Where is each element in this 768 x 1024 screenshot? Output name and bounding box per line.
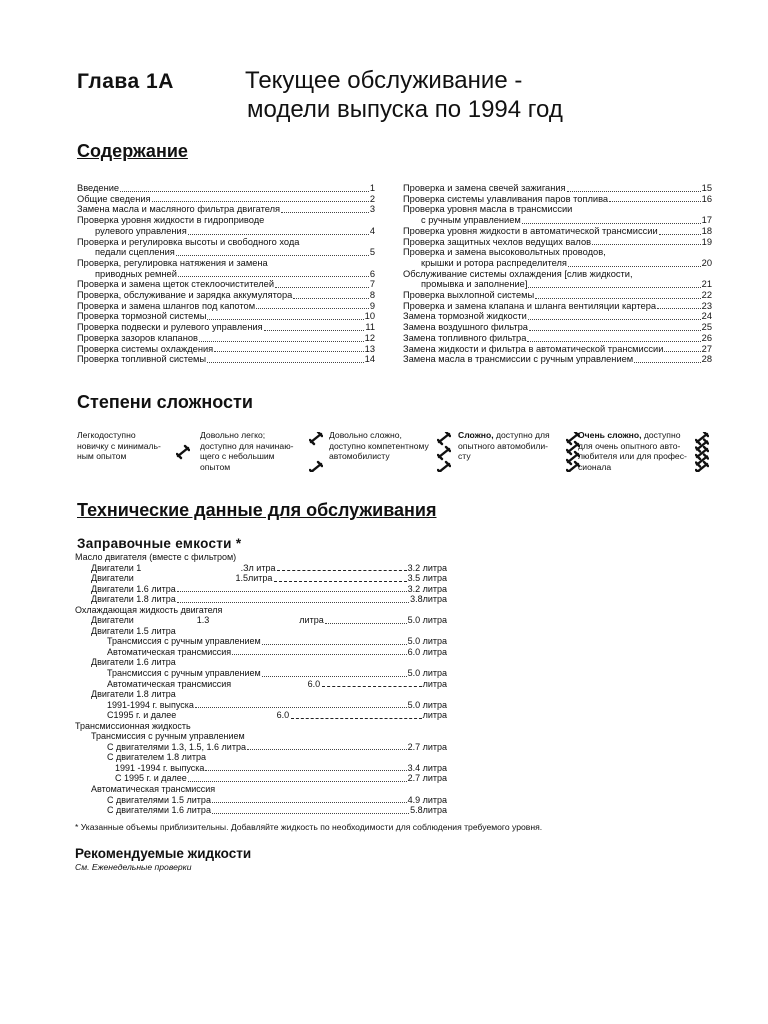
difficulty-text: доступно для начинаю- <box>200 440 294 451</box>
spec-row <box>75 657 447 668</box>
difficulty-text-line <box>77 430 177 441</box>
toc-entry-title: Проверка и замена щеток стеклоочистителей <box>77 279 275 290</box>
spec-leader <box>177 591 407 592</box>
capacity-note: * Указанные объемы приблизительны. Добавляйте жидкость по необходимости для соблюдения требуемого уровня. <box>75 822 543 832</box>
toc-entry <box>77 322 375 333</box>
spec-label: Охлаждающая жидкость двигателя <box>75 604 223 615</box>
toc-entry-title: Проверка и регулировка высоты и свободного хода <box>77 236 300 247</box>
difficulty-text-line <box>200 462 308 473</box>
spec-leader <box>212 802 407 803</box>
difficulty-level-2 <box>200 430 308 472</box>
toc-entry-title: педали сцепления <box>95 247 175 258</box>
toc-entry-title: Проверка зазоров клапанов <box>77 332 198 343</box>
toc-entry-page: 11 <box>365 322 375 333</box>
difficulty-text: опытного автомобили- <box>458 440 549 451</box>
toc-entry-title: Замена топливного фильтра <box>403 332 527 343</box>
wrench-icon <box>309 432 323 472</box>
spec-leader <box>188 781 407 782</box>
toc-entry <box>77 333 375 344</box>
toc-entry <box>403 226 712 237</box>
toc-entry-title: Проверка уровня масла в трансмиссии <box>403 204 573 215</box>
spec-row <box>75 647 447 658</box>
fill-capacities-heading: Заправочные емкости * <box>77 536 242 551</box>
toc-leader-dots <box>657 308 701 309</box>
toc-leader-dots <box>188 234 369 235</box>
spec-value: 2.7 литра <box>407 741 447 752</box>
spec-label: Двигатели <box>91 615 134 626</box>
toc-entry <box>403 194 712 205</box>
chapter-title-line2: модели выпуска по 1994 год <box>247 96 563 123</box>
toc-entry-title: Общие сведения <box>77 193 151 204</box>
spec-leader <box>262 676 407 677</box>
toc-entry <box>77 344 375 355</box>
difficulty-text: любителя или для профес- <box>578 451 687 461</box>
toc-entry-title: промывка и заполнение] <box>421 279 528 290</box>
toc-entry-page: 7 <box>369 279 375 290</box>
toc-leader-dots <box>264 330 365 331</box>
toc-entry-page: 25 <box>701 322 712 333</box>
spec-label: С 1995 г. и далее <box>115 773 187 784</box>
spec-label: 1991 -1994 г. выпуска <box>115 762 205 773</box>
spec-leader <box>212 813 409 814</box>
toc-entry <box>77 237 375 248</box>
toc-entry-page: 28 <box>701 354 712 365</box>
toc-entry-page: 8 <box>369 290 375 301</box>
difficulty-text: автомобилисту <box>329 451 390 461</box>
difficulty-text: Легкодоступно <box>77 430 136 440</box>
toc-entry-page: 19 <box>701 236 712 247</box>
spec-label: Двигатели 1.8 литра <box>91 594 176 605</box>
toc-entry <box>403 333 712 344</box>
toc-entry-title: Проверка подвески и рулевого управления <box>77 322 263 333</box>
spec-label: Автоматическая трансмиссия <box>91 784 216 795</box>
toc-entry <box>77 226 375 237</box>
toc-entry <box>403 258 712 269</box>
toc-leader-dots <box>275 287 369 288</box>
difficulty-text-line <box>329 430 439 441</box>
toc-entry <box>403 279 712 290</box>
difficulty-level-4 <box>458 430 566 462</box>
toc-leader-dots <box>664 351 700 352</box>
toc-entry-page: 20 <box>701 257 712 268</box>
spec-label: Трансмиссия с ручным управлением <box>107 636 261 647</box>
toc-entry-title: Проверка и замена клапана и шланга вентиляции картера <box>403 300 657 311</box>
toc-entry-title: Проверка тормозной системы <box>77 311 207 322</box>
spec-label: Двигатели 1.8 литра <box>91 689 176 700</box>
toc-leader-dots <box>659 234 701 235</box>
spec-label: Трансмиссия с ручным управлением <box>107 668 261 679</box>
spec-row <box>75 573 447 584</box>
toc-right-column <box>403 183 712 365</box>
spec-value: литра <box>422 678 447 689</box>
spec-label: С1995 г. и далее <box>107 710 177 721</box>
toc-leader-dots <box>592 244 701 245</box>
spec-label: Двигатели <box>91 573 134 584</box>
spec-row <box>75 763 447 774</box>
toc-leader-dots <box>214 351 363 352</box>
toc-entry-page: 21 <box>701 279 712 290</box>
difficulty-text-line <box>578 430 698 441</box>
spec-label: Двигатели 1.6 литра <box>91 657 176 668</box>
spec-mid: .Зл итра <box>240 562 276 573</box>
spec-row <box>75 689 447 700</box>
toc-entry-title: Замена тормозной жидкости <box>403 311 527 322</box>
spec-value: литра <box>422 710 447 721</box>
toc-entry-page: 4 <box>369 225 375 236</box>
spec-value: 5.0 литра <box>407 699 447 710</box>
toc-leader-dots <box>293 298 369 299</box>
contents-heading: Содержание <box>77 141 188 161</box>
spec-label: С двигателем 1.8 литра <box>107 752 207 763</box>
recommended-fluids-ref: См. Еженедельные проверки <box>75 862 192 872</box>
spec-row <box>75 795 447 806</box>
difficulty-text-line <box>200 430 308 441</box>
toc-entry <box>403 354 712 365</box>
spec-mid2: литра <box>299 615 324 626</box>
spec-value: 6.0 литра <box>407 646 447 657</box>
toc-entry-title: Проверка системы охлаждения <box>77 343 214 354</box>
wrench-icon <box>437 432 451 472</box>
spec-row <box>75 742 447 753</box>
toc-leader-dots <box>207 362 364 363</box>
spec-row <box>75 605 447 616</box>
spec-row <box>75 668 447 679</box>
difficulty-text-line <box>77 441 177 452</box>
difficulty-text-line <box>458 430 566 441</box>
spec-leader <box>205 770 406 771</box>
spec-row <box>75 552 447 563</box>
toc-entry <box>403 247 712 258</box>
spec-value: 5.8литра <box>410 805 447 816</box>
spec-value: 2.7 литра <box>407 773 447 784</box>
toc-entry-page: 18 <box>701 225 712 236</box>
toc-entry-page: 13 <box>364 343 375 354</box>
spec-row <box>75 721 447 732</box>
toc-entry-page: 5 <box>369 247 375 258</box>
toc-entry <box>403 204 712 215</box>
spec-value: 5.0 литра <box>407 615 447 626</box>
difficulty-text: опытом <box>200 461 231 472</box>
toc-entry-title: Замена жидкости и фильтра в автоматической трансмиссии <box>403 343 664 354</box>
spec-leader <box>291 718 421 719</box>
toc-entry <box>403 301 712 312</box>
difficulty-bold-label: Сложно, <box>458 430 494 440</box>
toc-entry-title: Замена масла и масляного фильтра двигателя <box>77 204 281 215</box>
toc-leader-dots <box>178 276 369 277</box>
spec-label: С двигателями 1.6 литра <box>107 805 211 816</box>
toc-leader-dots <box>256 308 369 309</box>
toc-entry-page: 23 <box>701 300 712 311</box>
toc-entry <box>403 290 712 301</box>
toc-entry <box>403 237 712 248</box>
toc-leader-dots <box>528 319 701 320</box>
toc-entry-title: крышки и ротора распределителя <box>421 257 567 268</box>
toc-entry-page: 22 <box>701 290 712 301</box>
difficulty-text: доступно для <box>493 430 550 440</box>
spec-row <box>75 710 447 721</box>
toc-leader-dots <box>529 330 701 331</box>
spec-label: Автоматическая трансмиссия <box>107 646 232 657</box>
toc-entry-title: Замена масла в трансмиссии с ручным управлением <box>403 354 634 365</box>
toc-leader-dots <box>527 341 700 342</box>
difficulty-text-line <box>458 451 566 462</box>
difficulty-text-line <box>329 451 439 462</box>
difficulty-text: щего с небольшим <box>200 451 275 461</box>
toc-entry <box>77 354 375 365</box>
toc-entry-title: приводных ремней <box>95 268 177 279</box>
spec-row <box>75 615 447 626</box>
toc-entry-title: Введение <box>77 183 120 193</box>
toc-entry-title: Проверка уровня жидкости в автоматической трансмиссии <box>403 225 658 236</box>
spec-value: 5.0 литра <box>407 668 447 679</box>
fill-capacities-table <box>75 552 447 816</box>
difficulty-text: доступно <box>641 430 681 440</box>
spec-row <box>75 805 447 816</box>
spec-leader <box>274 581 406 582</box>
spec-label: С двигателями 1.3, 1.5, 1.6 литра <box>107 741 246 752</box>
toc-leader-dots <box>176 255 369 256</box>
difficulty-bold-label: Очень сложно, <box>578 430 642 440</box>
toc-entry <box>77 247 375 258</box>
toc-leader-dots <box>567 191 701 192</box>
toc-entry <box>77 215 375 226</box>
difficulty-text: сту <box>458 451 471 461</box>
toc-entry <box>77 194 375 205</box>
chapter-title <box>245 66 563 124</box>
spec-leader <box>177 602 409 603</box>
spec-leader <box>277 570 406 571</box>
spec-label: 1991-1994 г. выпуска <box>107 699 194 710</box>
spec-row <box>75 731 447 742</box>
spec-label: Двигатели 1.5 литра <box>91 625 176 636</box>
spec-value: 3.5 литра <box>407 573 447 584</box>
difficulty-text-line <box>578 441 698 452</box>
toc-entry-page: 10 <box>364 311 375 322</box>
toc-entry-page: 15 <box>701 183 712 193</box>
toc-leader-dots <box>281 212 369 213</box>
spec-row <box>75 563 447 574</box>
toc-entry <box>403 269 712 280</box>
spec-leader <box>325 623 407 624</box>
spec-leader <box>262 644 407 645</box>
difficulty-text: ным опытом <box>77 451 127 461</box>
chapter-number: Глава 1А <box>77 70 174 93</box>
toc-entry-title: Проверка, обслуживание и зарядка аккумулятора <box>77 290 293 301</box>
toc-entry-page: 9 <box>369 300 375 311</box>
difficulty-level-5 <box>578 430 698 472</box>
wrench-icon <box>695 432 709 472</box>
spec-label: Двигатели 1.6 литра <box>91 583 176 594</box>
spec-mid: 6.0 <box>276 710 290 721</box>
toc-entry-page: 14 <box>364 354 375 365</box>
spec-label: С двигателями 1.5 литра <box>107 794 211 805</box>
toc-entry-page: 3 <box>369 204 375 215</box>
toc-left-column <box>77 183 375 365</box>
toc-leader-dots <box>535 298 700 299</box>
difficulty-level-1 <box>77 430 177 462</box>
toc-leader-dots <box>199 341 364 342</box>
spec-label: Трансмиссия с ручным управлением <box>91 731 245 742</box>
spec-row <box>75 584 447 595</box>
toc-entry-page: 17 <box>701 215 712 226</box>
difficulty-text-line <box>578 462 698 473</box>
toc-entry-title: Проверка и замена свечей зажигания <box>403 183 566 193</box>
spec-value: 3.8литра <box>410 594 447 605</box>
spec-row <box>75 773 447 784</box>
difficulty-text: для очень опытного авто- <box>578 440 681 451</box>
spec-leader <box>195 707 407 708</box>
difficulty-level-3 <box>329 430 439 462</box>
toc-entry-title: Проверка защитных чехлов ведущих валов <box>403 236 592 247</box>
spec-leader <box>322 686 421 687</box>
spec-mid: 1.5литра <box>235 573 273 584</box>
toc-leader-dots <box>528 287 700 288</box>
difficulty-text: новичку с минималь- <box>77 440 161 451</box>
toc-entry-title: Проверка, регулировка натяжения и замена <box>77 257 268 268</box>
chapter-title-line1: Текущее обслуживание - <box>245 67 523 94</box>
spec-value: 3.2 литра <box>407 562 447 573</box>
toc-leader-dots <box>120 191 369 192</box>
tech-data-heading: Технические данные для обслуживания <box>77 500 437 520</box>
toc-entry-page: 12 <box>364 332 375 343</box>
toc-leader-dots <box>609 201 701 202</box>
toc-leader-dots <box>207 319 363 320</box>
toc-entry-page: 16 <box>701 193 712 204</box>
spec-row <box>75 784 447 795</box>
spec-leader <box>247 749 407 750</box>
spec-row <box>75 636 447 647</box>
recommended-fluids-heading: Рекомендуемые жидкости <box>75 846 252 861</box>
toc-entry <box>77 279 375 290</box>
toc-entry <box>403 215 712 226</box>
spec-value: 4.9 литра <box>407 794 447 805</box>
toc-entry <box>77 269 375 280</box>
toc-entry-page: 26 <box>701 332 712 343</box>
spec-row <box>75 594 447 605</box>
toc-entry <box>403 344 712 355</box>
toc-entry-title: Проверка системы улавливания паров топлива <box>403 193 609 204</box>
spec-value: 5.0 литра <box>407 636 447 647</box>
toc-entry-page: 6 <box>369 268 375 279</box>
difficulty-text-line <box>200 441 308 452</box>
toc-entry-title: Обслуживание системы охлаждения [слив жидкости, <box>403 268 633 279</box>
spec-label: Масло двигателя (вместе с фильтром) <box>75 552 237 562</box>
wrench-icon <box>176 432 190 472</box>
toc-leader-dots <box>522 223 701 224</box>
toc-entry-title: Проверка топливной системы <box>77 354 207 365</box>
toc-entry-title: Проверка и замена высоковольтных проводов, <box>403 247 606 258</box>
difficulty-text: Довольно легко; <box>200 430 266 440</box>
spec-row <box>75 626 447 637</box>
spec-label: Автоматическая трансмиссия <box>107 678 232 689</box>
toc-leader-dots <box>634 362 700 363</box>
spec-mid: 6.0 <box>307 678 321 689</box>
spec-value: 3.4 литра <box>407 762 447 773</box>
toc-entry-title: с ручным управлением <box>421 215 521 226</box>
toc-leader-dots <box>568 266 701 267</box>
spec-value: 3.2 литра <box>407 583 447 594</box>
toc-entry <box>403 183 712 194</box>
spec-mid: 1.3 <box>196 615 210 626</box>
difficulty-heading: Степени сложности <box>77 392 253 412</box>
toc-entry <box>403 311 712 322</box>
toc-entry <box>77 204 375 215</box>
spec-row <box>75 700 447 711</box>
difficulty-text: Довольно сложно, <box>329 430 402 440</box>
toc-entry <box>77 258 375 269</box>
toc-entry-title: Проверка и замена шлангов под капотом <box>77 300 256 311</box>
toc-entry <box>77 301 375 312</box>
toc-entry <box>77 311 375 322</box>
spec-label: Двигатели 1 <box>91 562 142 573</box>
difficulty-text-line <box>329 441 439 452</box>
toc-entry-title: рулевого управления <box>95 225 187 236</box>
toc-entry-page: 24 <box>701 311 712 322</box>
spec-label: Трансмиссионная жидкость <box>75 720 191 731</box>
spec-leader <box>232 654 406 655</box>
difficulty-text-line <box>578 451 698 462</box>
difficulty-text: доступно компетентному <box>329 440 429 451</box>
toc-entry-title: Проверка выхлопной системы <box>403 290 535 301</box>
toc-entry-page: 1 <box>369 183 375 193</box>
toc-entry-title: Проверка уровня жидкости в гидроприводе <box>77 215 265 226</box>
toc-entry-title: Замена воздушного фильтра <box>403 322 528 333</box>
difficulty-text-line <box>77 451 177 462</box>
toc-entry <box>77 290 375 301</box>
toc-entry <box>403 322 712 333</box>
difficulty-text-line <box>200 451 308 462</box>
difficulty-text: сионала <box>578 461 612 472</box>
spec-row <box>75 679 447 690</box>
toc-leader-dots <box>152 201 369 202</box>
toc-entry-page: 27 <box>701 343 712 354</box>
toc-entry <box>77 183 375 194</box>
spec-row <box>75 752 447 763</box>
toc-entry-page: 2 <box>369 193 375 204</box>
difficulty-text-line <box>458 441 566 452</box>
